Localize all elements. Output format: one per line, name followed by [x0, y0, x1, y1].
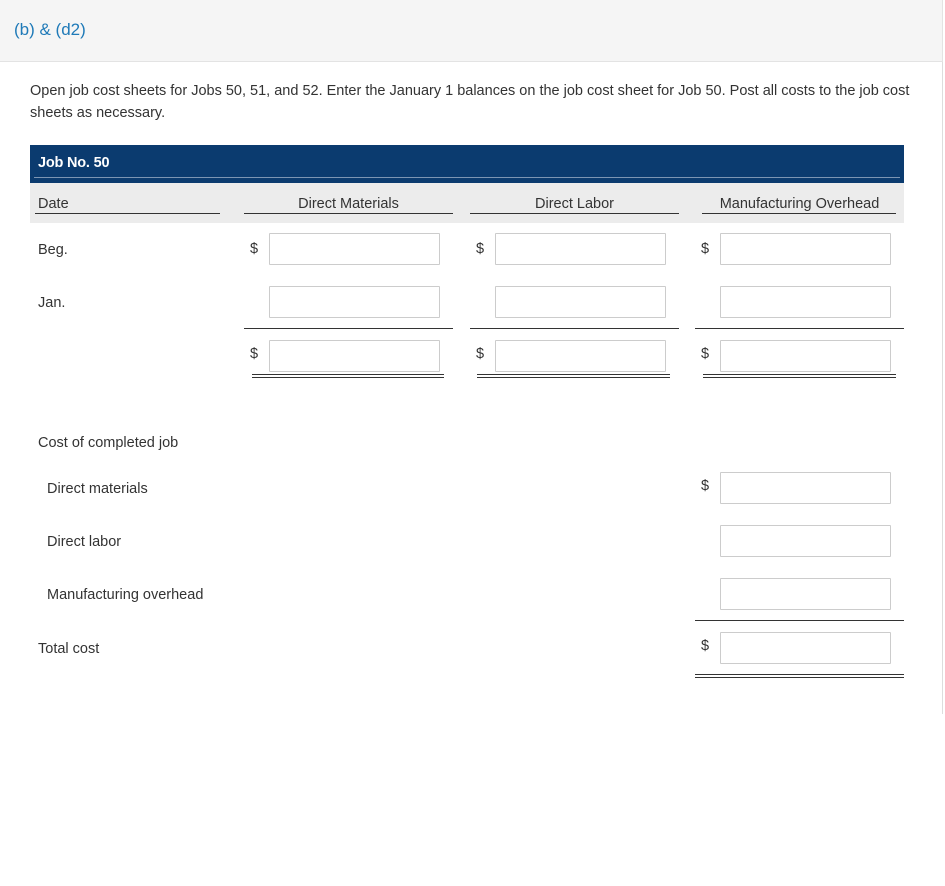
date-column-header: Date — [38, 196, 69, 212]
beg-direct-materials-input[interactable] — [269, 233, 440, 265]
mo-double-rule-1 — [703, 374, 896, 375]
total-cost-dollar-sign: $ — [701, 638, 710, 654]
total-direct-labor-input[interactable] — [495, 340, 666, 372]
completed-direct-materials-label: Direct materials — [47, 481, 148, 497]
jan-manufacturing-overhead-input[interactable] — [720, 286, 891, 318]
beg-dm-dollar-sign: $ — [250, 241, 259, 257]
completed-manufacturing-overhead-input[interactable] — [720, 578, 891, 610]
date-header-underline — [35, 213, 220, 214]
completed-direct-labor-label: Direct labor — [47, 534, 122, 550]
completed-dm-dollar-sign: $ — [701, 478, 710, 494]
total-direct-materials-input[interactable] — [269, 340, 440, 372]
dm-double-rule-1 — [252, 374, 444, 375]
beg-direct-labor-input[interactable] — [495, 233, 666, 265]
manufacturing-overhead-column-header: Manufacturing Overhead — [719, 196, 880, 212]
dl-subtotal-rule — [470, 328, 679, 329]
completed-job-heading: Cost of completed job — [38, 435, 179, 451]
section-title: (b) & (d2) — [14, 20, 86, 39]
total-cost-input[interactable] — [720, 632, 891, 664]
beg-manufacturing-overhead-input[interactable] — [720, 233, 891, 265]
total-cost-double-rule-1 — [695, 674, 904, 675]
mo-subtotal-rule — [695, 328, 904, 329]
direct-materials-header-underline — [244, 213, 453, 214]
mo-double-rule-2 — [703, 377, 896, 378]
beg-mo-dollar-sign: $ — [701, 241, 710, 257]
total-dm-dollar-sign: $ — [250, 346, 259, 362]
dm-double-rule-2 — [252, 377, 444, 378]
direct-labor-header-underline — [470, 213, 679, 214]
jan-row-label: Jan. — [38, 295, 66, 311]
job-title: Job No. 50 — [38, 155, 110, 171]
frame-divider — [942, 62, 943, 714]
total-manufacturing-overhead-input[interactable] — [720, 340, 891, 372]
total-dl-dollar-sign: $ — [476, 346, 485, 362]
instructions-text: Open job cost sheets for Jobs 50, 51, and 52. Enter the January 1 balances on the job cost sheet for Job 50. Post all costs to the job cost sheets as necessary. — [30, 83, 910, 121]
dm-subtotal-rule — [244, 328, 453, 329]
completed-direct-materials-input[interactable] — [720, 472, 891, 504]
beg-dl-dollar-sign: $ — [476, 241, 485, 257]
beg-row-label: Beg. — [38, 242, 68, 258]
dl-double-rule-2 — [477, 377, 670, 378]
completed-subtotal-rule — [695, 620, 904, 621]
manufacturing-overhead-header-underline — [702, 213, 896, 214]
direct-labor-column-header: Direct Labor — [535, 196, 614, 212]
job-header-divider — [34, 177, 900, 178]
completed-direct-labor-input[interactable] — [720, 525, 891, 557]
dl-double-rule-1 — [477, 374, 670, 375]
jan-direct-materials-input[interactable] — [269, 286, 440, 318]
total-cost-label: Total cost — [38, 641, 100, 657]
total-mo-dollar-sign: $ — [701, 346, 710, 362]
direct-materials-column-header: Direct Materials — [298, 196, 399, 212]
job-header-bar — [30, 145, 904, 183]
section-header — [0, 0, 943, 62]
completed-manufacturing-overhead-label: Manufacturing overhead — [47, 587, 204, 603]
jan-direct-labor-input[interactable] — [495, 286, 666, 318]
total-cost-double-rule-2 — [695, 677, 904, 678]
